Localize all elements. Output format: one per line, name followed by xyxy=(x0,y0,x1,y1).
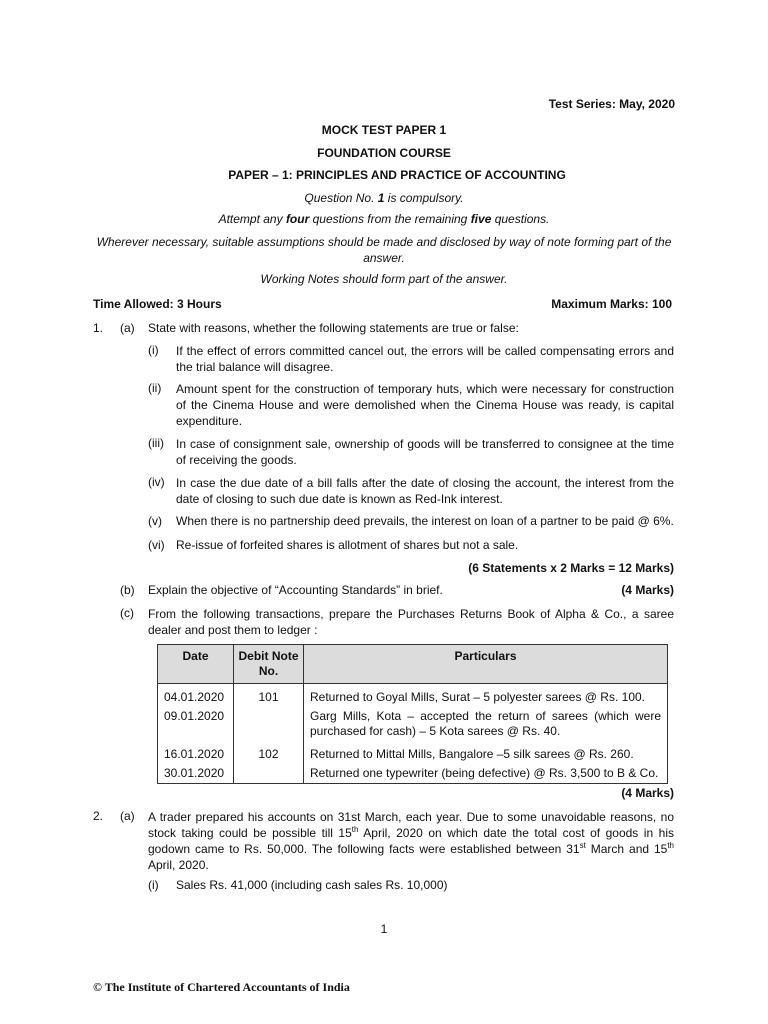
maximum-marks: Maximum Marks: 100 xyxy=(551,297,672,311)
column-header-particulars: Particulars xyxy=(304,645,668,684)
sub-question-label: (a) xyxy=(120,809,135,823)
test-series-label: Test Series: May, 2020 xyxy=(548,97,675,111)
statement-text: In case of consignment sale, ownership of goods will be transferred to consignee at the time of receiving the goods. xyxy=(176,437,674,467)
instruction-working-notes: Working Notes should form part of the answer. xyxy=(260,272,508,286)
question-text: From the following transactions, prepare the Purchases Returns Book of Alpha & Co., a saree dealer and post them to ledger : xyxy=(148,607,674,637)
paper-title: PAPER – 1: PRINCIPLES AND PRACTICE OF ACCOUNTING xyxy=(228,168,566,182)
marks-label: (4 Marks) xyxy=(621,786,674,800)
date-cell: 30.01.2020 xyxy=(158,764,234,784)
statement-text: Amount spent for the construction of temporary huts, which were necessary for construction of the Cinema House and were demolished when the Cinema House was ready, is capital expenditure. xyxy=(176,382,674,428)
column-header-date: Date xyxy=(158,645,234,684)
sub-question-label: (c) xyxy=(120,606,134,620)
marks-label: (6 Statements x 2 Marks = 12 Marks) xyxy=(468,561,674,575)
statement-text: When there is no partnership deed prevails, the interest on loan of a partner to be paid @ 6%. xyxy=(176,514,674,528)
statement-label: (vi) xyxy=(148,538,165,552)
table-row xyxy=(158,707,668,745)
sub-question-label: (b) xyxy=(120,583,135,597)
question-text: State with reasons, whether the following statements are true or false: xyxy=(148,321,519,335)
instruction-attempt: Attempt any four questions from the remaining five questions. xyxy=(218,212,550,226)
note-cell xyxy=(234,764,304,784)
note-cell xyxy=(234,707,304,745)
table-row xyxy=(158,745,668,764)
question-text: A trader prepared his accounts on 31st March, each year. Due to some unavoidable reasons, no stock taking could be possible till 15th April, 2020 on which date the total cost of goods in his godown came to Rs. 50,000. The following facts were established between 31st March and 15th April, 2020. xyxy=(148,810,674,872)
column-header-debit-note: Debit Note No. xyxy=(234,645,304,684)
page-number: 1 xyxy=(380,922,388,936)
question-number: 1. xyxy=(93,321,104,335)
question-number: 2. xyxy=(93,809,104,823)
statement-text: Sales Rs. 41,000 (including cash sales Rs. 10,000) xyxy=(176,878,448,892)
instruction-compulsory: Question No. 1 is compulsory. xyxy=(304,191,464,205)
particulars-cell: Garg Mills, Kota – accepted the return of sarees (which were purchased for cash) – 5 Kota sarees @ Rs. 40. xyxy=(304,707,668,745)
copyright-footer: © The Institute of Chartered Accountants of India xyxy=(93,980,350,994)
statement-label: (i) xyxy=(148,343,159,357)
note-cell: 102 xyxy=(234,745,304,764)
marks-label: (4 Marks) xyxy=(621,583,674,597)
date-cell: 16.01.2020 xyxy=(158,745,234,764)
time-allowed: Time Allowed: 3 Hours xyxy=(93,297,222,311)
purchases-returns-table xyxy=(157,644,668,784)
table-row xyxy=(158,684,668,708)
statement-label: (iii) xyxy=(148,436,164,450)
statement-label: (v) xyxy=(148,514,162,528)
sub-question-label: (a) xyxy=(120,321,135,335)
particulars-cell: Returned to Mittal Mills, Bangalore –5 silk sarees @ Rs. 260. xyxy=(304,745,668,764)
statement-label: (ii) xyxy=(148,381,162,395)
question-text: Explain the objective of “Accounting Standards” in brief. xyxy=(148,583,443,597)
statement-label: (i) xyxy=(148,878,159,892)
statement-text: In case the due date of a bill falls after the date of closing the account, the interest from the date of closing to such due date is known as Red-Ink interest. xyxy=(176,476,674,506)
statement-label: (iv) xyxy=(148,475,165,489)
table-header-row xyxy=(158,645,668,684)
date-cell: 04.01.2020 xyxy=(158,684,234,708)
instruction-assumptions: Wherever necessary, suitable assumptions should be made and disclosed by way of note forming part of the answer. xyxy=(96,235,672,265)
table-row xyxy=(158,764,668,784)
particulars-cell: Returned one typewriter (being defective) @ Rs. 3,500 to B & Co. xyxy=(304,764,668,784)
statement-text: Re-issue of forfeited shares is allotment of shares but not a sale. xyxy=(176,538,519,552)
statement-text: If the effect of errors committed cancel out, the errors will be called compensating errors and the trial balance will disagree. xyxy=(176,344,674,374)
course-title: FOUNDATION COURSE xyxy=(317,146,451,160)
date-cell: 09.01.2020 xyxy=(158,707,234,745)
particulars-cell: Returned to Goyal Mills, Surat – 5 polyester sarees @ Rs. 100. xyxy=(304,684,668,708)
mock-test-title: MOCK TEST PAPER 1 xyxy=(321,123,447,137)
note-cell: 101 xyxy=(234,684,304,708)
